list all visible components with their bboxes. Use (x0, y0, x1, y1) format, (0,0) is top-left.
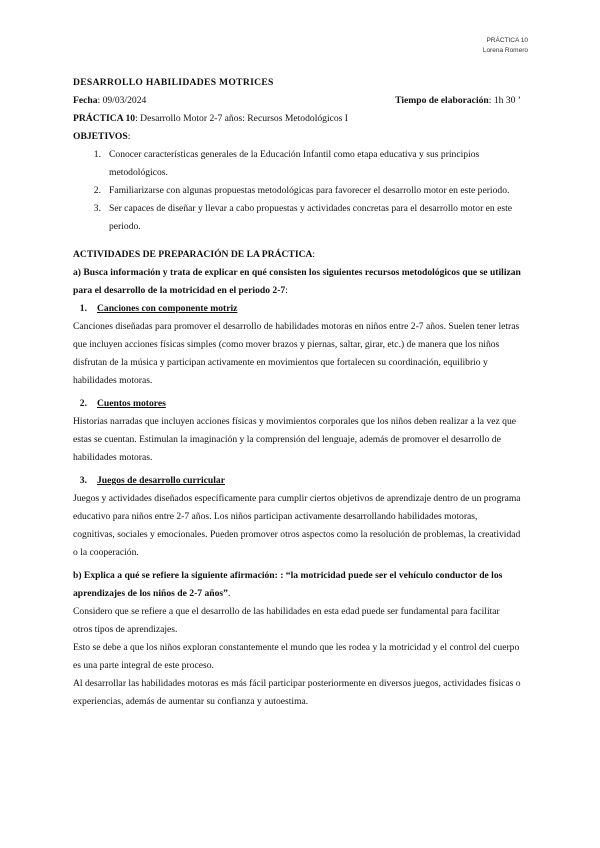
section-number: 3. (79, 475, 87, 486)
tiempo-field (395, 92, 521, 110)
list-text: Familiarizarse con algunas propuestas metodológicas para favorecer el desarrollo motor en este periodo. (109, 185, 510, 196)
section-number: 1. (79, 303, 87, 314)
question-b-text: b) Explica a qué se refiere la siguiente afirmación: : “la motricidad puede ser el vehículo conductor de los aprendizajes de los niños de 2-7 años” (73, 570, 503, 599)
list-text: Conocer características generales de la Educación Infantil como etapa educativa y sus principios metodológicos. (109, 149, 480, 178)
document-body (73, 74, 521, 711)
section-heading (73, 395, 521, 413)
question-a-colon: : (285, 285, 288, 296)
section-text: Canciones diseñadas para promover el desarrollo de habilidades motoras en niños entre 2-7 años. Suelen tener letras que incluyen acciones físicas simples (como mover brazos y piernas, saltar, girar, etc.) de manera que los niños disfrutan de la música y participan activamente en movimientos que fortalecen su coordinación, equilibrio y habilidades motoras. (73, 321, 520, 386)
question-b-dot: . (227, 588, 231, 599)
list-number: 2. (93, 185, 101, 196)
answer-paragraph: Esto se debe a que los niños exploran constantemente el mundo que les rodea y la motricidad y el control del cuerpo es una parte integral de este proceso. (73, 642, 520, 671)
section-title: Juegos de desarrollo curricular (97, 475, 225, 486)
answer-paragraph: Considero que se refiere a que el desarrollo de las habilidades en esta edad puede ser fundamental para facilitar otros tipos de aprendizajes. (73, 606, 500, 635)
fecha-field (73, 92, 146, 110)
objetivos-colon: : (127, 131, 131, 142)
fecha-label: Fecha (73, 95, 98, 106)
tiempo-value: : 1h 30 ’ (488, 95, 521, 106)
practica-line (73, 110, 521, 128)
section-heading (73, 300, 521, 318)
answer-paragraph: Al desarrollar las habilidades motoras es más fácil participar posteriormente en diversos juegos, actividades físicas o experiencias, además de aumentar su confianza y autoestima. (73, 678, 521, 707)
question-b (73, 567, 521, 603)
section-text: Historias narradas que incluyen acciones físicas y movimientos corporales que los niños deben realizar a la vez que estas se cuentan. Estimulan la imaginación y la comprensión del lenguaje, además de promover el desarrollo de habilidades motoras. (73, 416, 517, 463)
objetivos-heading (73, 128, 521, 146)
actividades-label: ACTIVIDADES DE PREPARACIÓN DE LA PRÁCTICA (73, 249, 313, 260)
list-item (73, 200, 521, 236)
objetivos-label: OBJETIVOS (73, 131, 128, 142)
practica-label: PRÁCTICA 10 (73, 113, 136, 124)
question-a-text: a) Busca información y trata de explicar en qué consisten los siguientes recursos metodológicos que se utilizan para el desarrollo de la motricidad en el periodo 2-7 (73, 267, 521, 296)
actividades-colon: : (312, 249, 316, 260)
list-number: 1. (93, 149, 101, 160)
list-item (73, 146, 521, 182)
section-text: Juegos y actividades diseñados específicamente para cumplir ciertos objetivos de aprendizaje dentro de un programa educativo para niños entre 2-7 años. Los niños participan activamente desarrollando habilidades motoras, cognitivas, sociales y emocionales. Pueden promover otros aspectos como la resolución de problemas, la creatividad o la cooperación. (73, 493, 521, 558)
section-heading (73, 472, 521, 490)
page-header (483, 36, 528, 56)
header-author: Lorena Romero (482, 47, 528, 54)
list-number: 3. (93, 203, 101, 214)
question-a (73, 264, 521, 300)
list-text: Ser capaces de diseñar y llevar a cabo propuestas y actividades concretas para el desarrollo motor en este periodo. (109, 203, 513, 232)
practica-value: : Desarrollo Motor 2-7 años: Recursos Metodológicos I (135, 113, 349, 124)
section-title: Canciones con componente motriz (97, 303, 238, 314)
list-item (73, 182, 521, 200)
objetivos-list (73, 146, 521, 236)
section-title: Cuentos motores (97, 398, 166, 409)
tiempo-label: Tiempo de elaboración (395, 95, 489, 106)
header-practica: PRÁCTICA 10 (486, 37, 528, 44)
actividades-heading (73, 246, 521, 264)
meta-row (73, 92, 521, 110)
section-number: 2. (79, 398, 87, 409)
document-title: DESARROLLO HABILIDADES MOTRICES (73, 77, 274, 88)
fecha-value: : 09/03/2024 (97, 95, 147, 106)
